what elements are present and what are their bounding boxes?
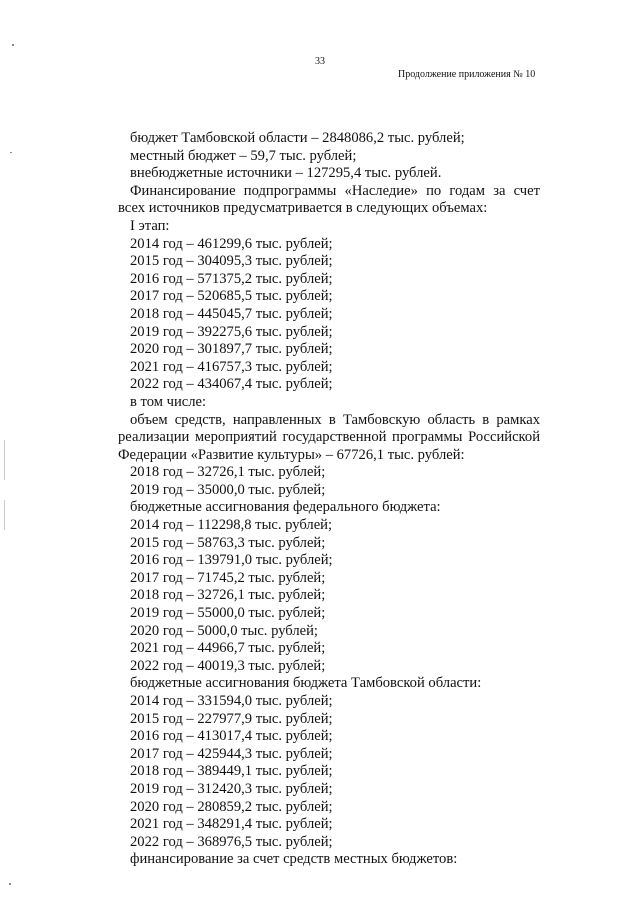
text-line: местный бюджет – 59,7 тыс. рублей; xyxy=(130,147,357,164)
text-line: 2015 год – 227977,9 тыс. рублей; xyxy=(130,710,333,727)
paragraph: объем средств, направленных в Тамбовскую область в рамках реализации мероприятий государственной программы Российской Федерации «Развитие культуры» – 67726,1 тыс. рублей: xyxy=(118,411,540,463)
text-line: 2015 год – 304095,3 тыс. рублей; xyxy=(130,253,333,270)
text-line: 2020 год – 5000,0 тыс. рублей; xyxy=(130,622,318,639)
scan-artifact xyxy=(4,500,5,530)
page-number: 33 xyxy=(315,56,325,67)
text-line: 2019 год – 35000,0 тыс. рублей; xyxy=(130,481,326,498)
text-line: бюджетные ассигнования бюджета Тамбовской области: xyxy=(130,675,482,692)
text-line: 2017 год – 425944,3 тыс. рублей; xyxy=(130,745,333,762)
text-line: 2018 год – 445045,7 тыс. рублей; xyxy=(130,305,333,322)
document-body xyxy=(118,130,540,869)
text-line: 2019 год – 392275,6 тыс. рублей; xyxy=(130,323,333,340)
scan-artifact xyxy=(9,883,11,885)
text-line: 2022 год – 368976,5 тыс. рублей; xyxy=(130,833,333,850)
text-line: финансирование за счет средств местных бюджетов: xyxy=(130,851,458,868)
text-line: в том числе: xyxy=(130,393,207,410)
text-line: 2020 год – 280859,2 тыс. рублей; xyxy=(130,798,333,815)
text-line: 2014 год – 461299,6 тыс. рублей; xyxy=(130,235,333,252)
text-line: 2022 год – 434067,4 тыс. рублей; xyxy=(130,376,333,393)
scan-artifact xyxy=(10,152,12,153)
text-line: 2016 год – 139791,0 тыс. рублей; xyxy=(130,552,333,569)
appendix-continuation-note: Продолжение приложения № 10 xyxy=(398,69,536,80)
text-line: 2017 год – 520685,5 тыс. рублей; xyxy=(130,288,333,305)
text-line: 2018 год – 32726,1 тыс. рублей; xyxy=(130,587,326,604)
text-line: I этап: xyxy=(130,217,170,234)
text-line: 2017 год – 71745,2 тыс. рублей; xyxy=(130,569,326,586)
text-line: 2021 год – 416757,3 тыс. рублей; xyxy=(130,358,333,375)
text-line: 2018 год – 32726,1 тыс. рублей; xyxy=(130,464,326,481)
text-line: 2019 год – 55000,0 тыс. рублей; xyxy=(130,605,326,622)
text-line: 2016 год – 571375,2 тыс. рублей; xyxy=(130,270,333,287)
text-line: внебюджетные источники – 127295,4 тыс. рублей. xyxy=(130,165,442,182)
text-line: 2016 год – 413017,4 тыс. рублей; xyxy=(130,728,333,745)
text-line: бюджет Тамбовской области – 2848086,2 тыс. рублей; xyxy=(130,130,465,146)
text-line: бюджетные ассигнования федерального бюджета: xyxy=(130,499,441,516)
text-line: 2022 год – 40019,3 тыс. рублей; xyxy=(130,657,326,674)
text-line: 2019 год – 312420,3 тыс. рублей; xyxy=(130,780,333,797)
text-line: 2014 год – 112298,8 тыс. рублей; xyxy=(130,517,333,534)
text-line: 2021 год – 348291,4 тыс. рублей; xyxy=(130,816,333,833)
scan-artifact xyxy=(4,440,5,480)
text-line: 2015 год – 58763,3 тыс. рублей; xyxy=(130,534,326,551)
text-line: 2020 год – 301897,7 тыс. рублей; xyxy=(130,341,333,358)
text-line: 2018 год – 389449,1 тыс. рублей; xyxy=(130,763,333,780)
text-line: 2021 год – 44966,7 тыс. рублей; xyxy=(130,640,326,657)
text-line: 2014 год – 331594,0 тыс. рублей; xyxy=(130,693,333,709)
scan-artifact xyxy=(12,44,14,46)
paragraph: Финансирование подпрограммы «Наследие» по годам за счет всех источников предусматривается в следующих объемах: xyxy=(118,182,540,217)
